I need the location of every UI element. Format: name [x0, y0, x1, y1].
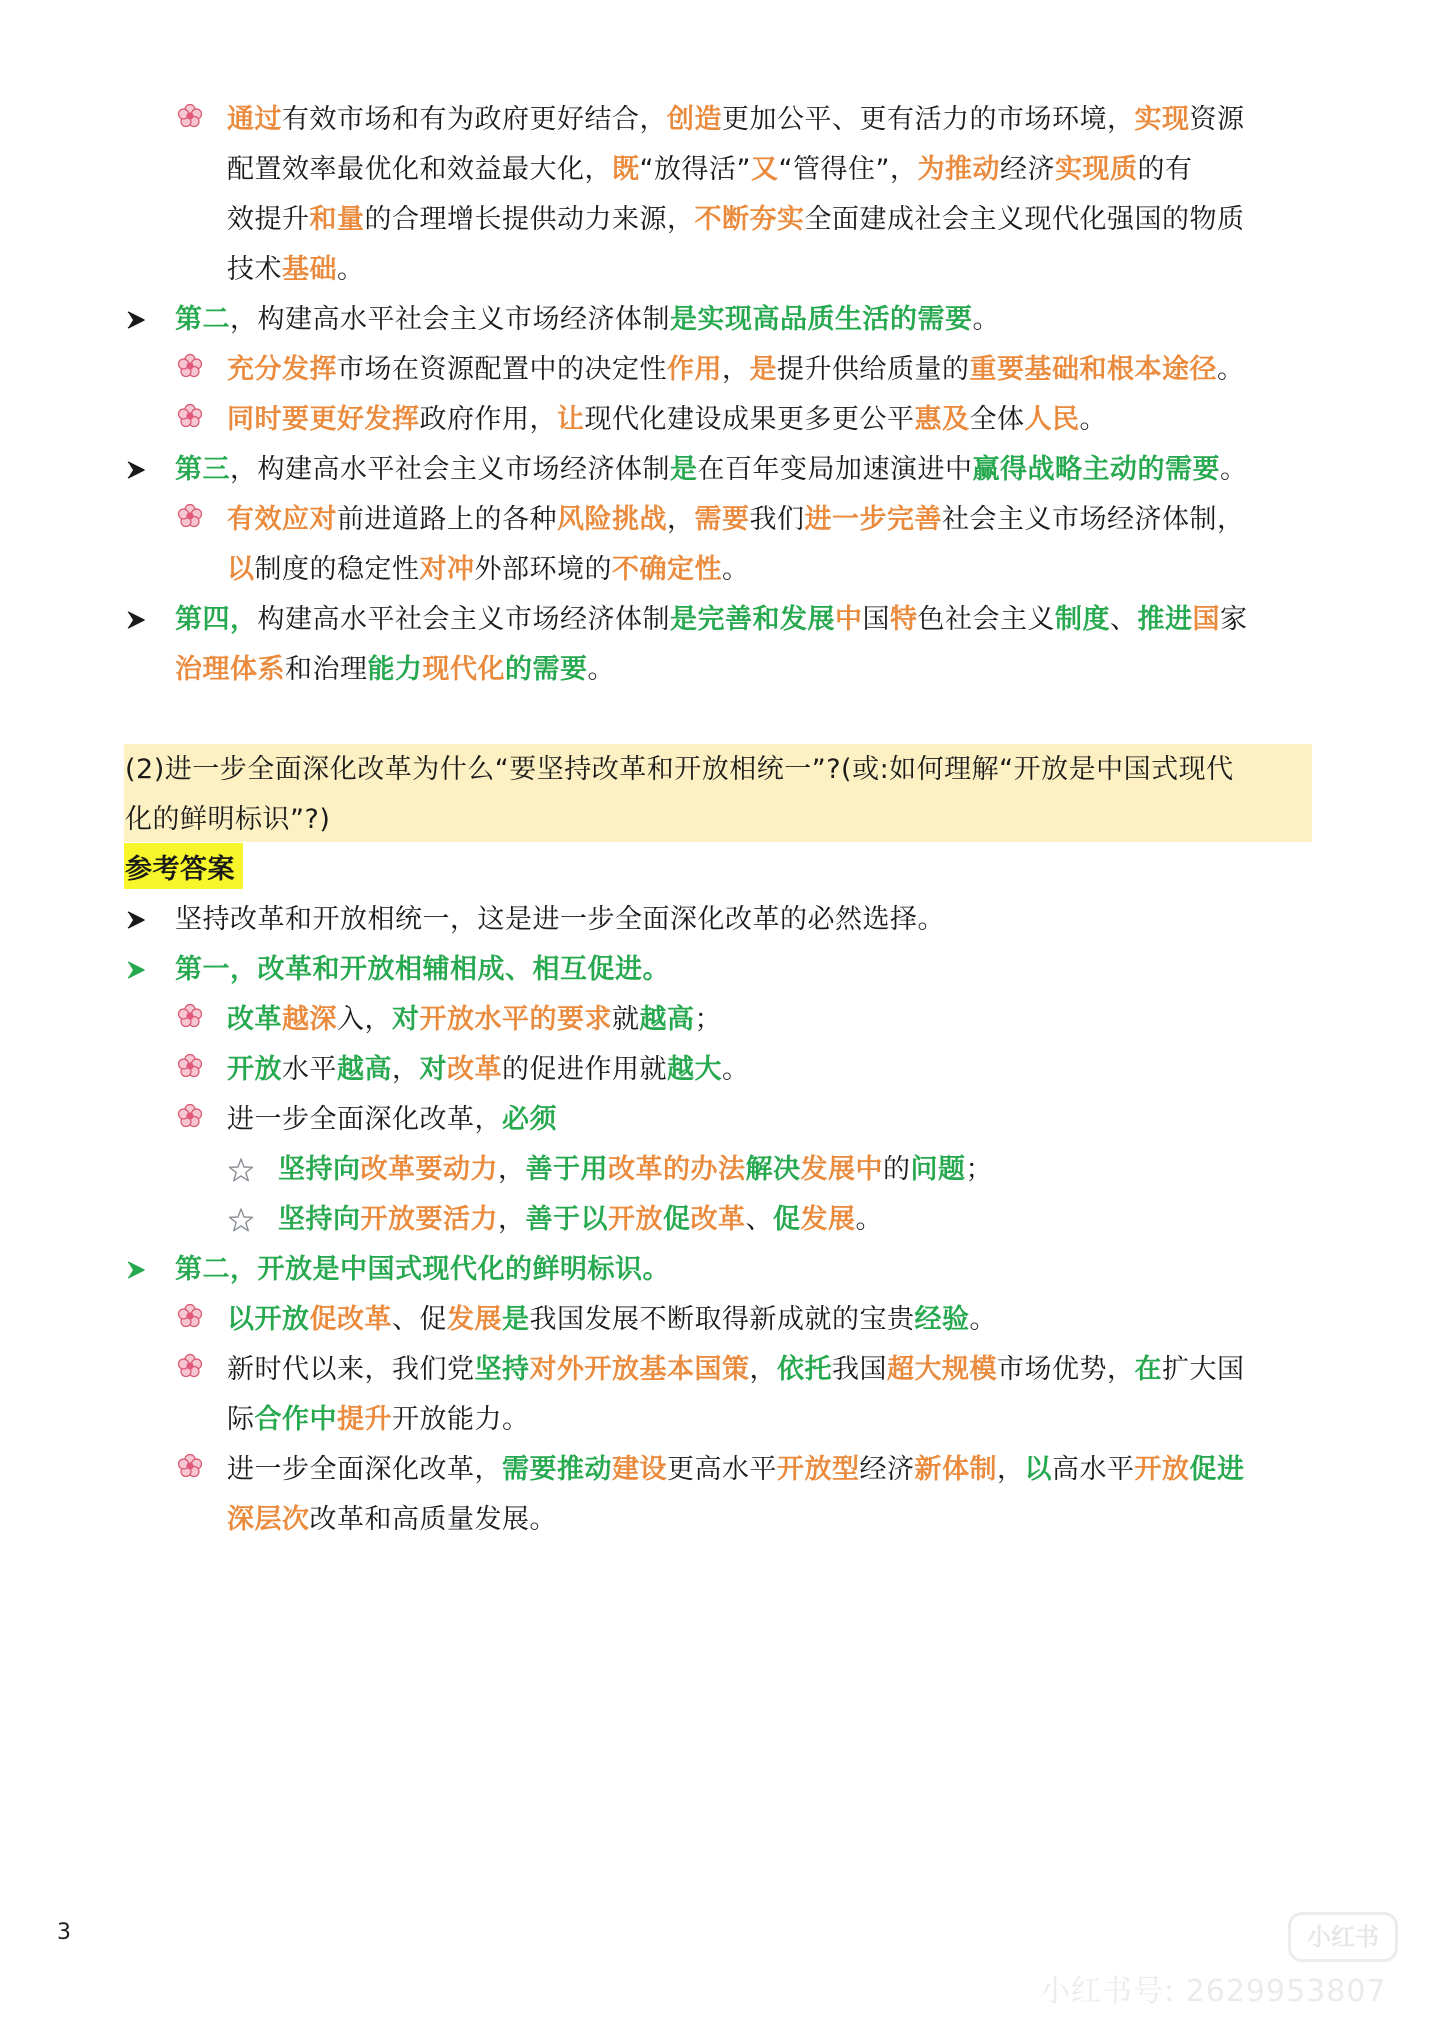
- text-segment: 水平: [282, 1054, 337, 1085]
- text-line: [227, 395, 1107, 445]
- text-segment: 现代化: [422, 654, 505, 685]
- text-line: [175, 945, 670, 995]
- text-segment: 制度的稳定性: [254, 554, 420, 585]
- text-segment: 经济: [859, 1454, 915, 1485]
- flower-bullet-icon: [177, 1303, 203, 1329]
- text-line: [227, 1345, 1245, 1395]
- text-segment: 色社会主义: [917, 604, 1055, 635]
- text-segment: 进一步全面深化改革，: [227, 1104, 502, 1135]
- text-segment: 是完善和发展: [670, 604, 835, 635]
- text-segment: 参考答案: [125, 854, 235, 885]
- text-segment: ，: [749, 1354, 777, 1385]
- text-segment: 际: [227, 1404, 255, 1435]
- text-segment: 进一步完善: [804, 504, 942, 535]
- text-segment: 。: [1079, 404, 1107, 435]
- text-segment: 开放: [1134, 1454, 1190, 1485]
- text-segment: 基础: [282, 254, 337, 285]
- text-segment: 更高水平: [667, 1454, 777, 1485]
- text-segment: “放得活”: [639, 154, 751, 185]
- text-segment: 发展: [800, 1204, 856, 1235]
- text-segment: 的需要: [505, 654, 588, 685]
- text-segment: ，: [498, 1154, 526, 1185]
- text-segment: 技术: [227, 254, 282, 285]
- text-segment: 经验: [914, 1304, 970, 1335]
- text-line: [125, 795, 330, 845]
- text-segment: 。: [722, 1054, 750, 1085]
- text-segment: 前进道路上的各种: [337, 504, 557, 535]
- text-segment: 进一步全面深化改革，: [227, 1454, 502, 1485]
- text-segment: 高水平: [1052, 1454, 1135, 1485]
- text-segment: ，: [722, 354, 750, 385]
- text-segment: 配置效率最优化和效益最大化，: [227, 154, 612, 185]
- text-segment: 赢得战略主动的需要: [972, 454, 1220, 485]
- text-segment: 越深: [282, 1004, 337, 1035]
- text-segment: 坚持: [474, 1354, 530, 1385]
- text-line: [227, 1045, 750, 1095]
- text-segment: 第三: [175, 454, 230, 485]
- text-segment: 的合理增长提供动力来源，: [364, 204, 695, 235]
- text-segment: 提升: [337, 1404, 392, 1435]
- text-segment: 是: [670, 454, 698, 485]
- text-segment: 为推动: [917, 154, 1000, 185]
- text-segment: 不确定性: [612, 554, 722, 585]
- text-segment: 合作中: [254, 1404, 337, 1435]
- text-segment: 又: [750, 154, 779, 185]
- text-segment: 越高: [337, 1054, 392, 1085]
- text-segment: 推进: [1137, 604, 1193, 635]
- text-segment: 人民: [1024, 404, 1080, 435]
- text-segment: 外部环境的: [474, 554, 612, 585]
- text-segment: 对: [419, 1054, 447, 1085]
- text-segment: 就: [612, 1004, 640, 1035]
- text-segment: 的有: [1137, 154, 1193, 185]
- text-segment: 的促进作用就: [502, 1054, 667, 1085]
- text-segment: 对: [392, 1004, 420, 1035]
- text-segment: 。: [1220, 454, 1248, 485]
- text-segment: 的: [883, 1154, 911, 1185]
- arrow-bullet-icon: [125, 909, 147, 931]
- page-number: 3: [57, 1920, 71, 1945]
- text-segment: 经济: [999, 154, 1055, 185]
- text-segment: 促进: [1189, 1454, 1245, 1485]
- text-segment: 深层次: [227, 1504, 310, 1535]
- arrow-bullet-icon: [125, 1259, 147, 1281]
- text-segment: 善于以: [525, 1204, 608, 1235]
- text-segment: 促改革: [309, 1304, 392, 1335]
- text-line: [227, 1095, 557, 1145]
- text-segment: 更加公平、更有活力的市场环境，: [722, 104, 1135, 135]
- arrow-bullet-icon: [125, 959, 147, 981]
- text-segment: 现代化建设成果更多更公平: [584, 404, 915, 435]
- text-segment: 化的鲜明标识”?): [125, 804, 331, 835]
- text-segment: 以: [1024, 1454, 1052, 1485]
- text-segment: 新体制: [914, 1454, 997, 1485]
- text-segment: ，: [997, 1454, 1025, 1485]
- text-segment: 需要推动: [502, 1454, 612, 1485]
- text-segment: 改革要动力: [360, 1154, 498, 1185]
- text-segment: 提升供给质量的: [777, 354, 970, 385]
- arrow-bullet-icon: [125, 309, 147, 331]
- text-segment: 。: [1217, 354, 1245, 385]
- text-segment: 有效应对: [227, 504, 337, 535]
- text-segment: ；: [694, 1004, 722, 1035]
- text-segment: ，: [392, 1054, 420, 1085]
- text-segment: 以: [227, 554, 255, 585]
- text-segment: 超大规模: [887, 1354, 997, 1385]
- text-segment: 是实现高品质生活的需要: [670, 304, 973, 335]
- text-segment: 国: [862, 604, 890, 635]
- text-segment: 扩大国: [1162, 1354, 1245, 1385]
- watermark-logo: 小红书: [1288, 1912, 1398, 1962]
- text-segment: 能力: [367, 654, 423, 685]
- text-segment: 开放型: [777, 1454, 860, 1485]
- text-segment: 家: [1220, 604, 1248, 635]
- text-segment: 、: [1110, 604, 1138, 635]
- text-segment: 我国: [832, 1354, 887, 1385]
- text-segment: 发展中: [800, 1154, 883, 1185]
- text-segment: 实现: [1134, 104, 1190, 135]
- text-segment: 风险挑战: [557, 504, 667, 535]
- arrow-bullet-icon: [125, 459, 147, 481]
- text-line: [227, 195, 1245, 245]
- text-segment: 不断夯实: [694, 204, 805, 235]
- text-line: [175, 1245, 670, 1295]
- text-line: [227, 1445, 1245, 1495]
- text-segment: 开放: [608, 1204, 663, 1235]
- text-line: [175, 645, 615, 695]
- text-segment: 坚持向: [278, 1204, 361, 1235]
- text-segment: 第一，改革和开放相辅相成、相互促进。: [175, 954, 670, 985]
- text-segment: 开放能力。: [392, 1404, 530, 1435]
- star-bullet-icon: [228, 1157, 254, 1183]
- text-segment: 资源: [1189, 104, 1245, 135]
- text-line: [125, 845, 235, 895]
- text-line: [227, 245, 365, 295]
- text-segment: 全面建成社会主义现代化强国的物质: [804, 204, 1245, 235]
- text-segment: 中: [835, 604, 863, 635]
- text-segment: 是: [502, 1304, 530, 1335]
- text-segment: 、: [745, 1204, 773, 1235]
- text-segment: 、促: [392, 1304, 447, 1335]
- flower-bullet-icon: [177, 503, 203, 529]
- text-segment: 需要: [694, 504, 750, 535]
- text-segment: 惠及: [914, 404, 970, 435]
- text-line: [227, 145, 1192, 195]
- text-line: [175, 595, 1248, 645]
- text-segment: ，构建高水平社会主义市场经济体制: [230, 454, 670, 485]
- arrow-bullet-icon: [125, 609, 147, 631]
- text-segment: 。: [855, 1204, 883, 1235]
- text-segment: 改革和高质量发展。: [309, 1504, 557, 1535]
- text-line: [125, 745, 1234, 795]
- text-line: [227, 495, 1245, 545]
- text-segment: 入，: [337, 1004, 392, 1035]
- text-segment: 越大: [667, 1054, 722, 1085]
- text-segment: 第二，开放是中国式现代化的鲜明标识。: [175, 1254, 670, 1285]
- text-segment: 发展: [447, 1304, 502, 1335]
- text-segment: 善于用: [525, 1154, 608, 1185]
- text-segment: 在: [1134, 1354, 1162, 1385]
- text-segment: “管得住”，: [778, 154, 918, 185]
- flower-bullet-icon: [177, 403, 203, 429]
- text-segment: 既: [612, 154, 640, 185]
- text-segment: 。: [972, 304, 1000, 335]
- flower-bullet-icon: [177, 1003, 203, 1029]
- text-segment: 促: [773, 1204, 801, 1235]
- text-segment: 开放: [227, 1054, 282, 1085]
- text-line: [227, 995, 722, 1045]
- text-segment: 治理体系: [175, 654, 285, 685]
- text-segment: 在百年变局加速演进中: [697, 454, 973, 485]
- text-segment: 第二: [175, 304, 230, 335]
- text-segment: 和量: [309, 204, 365, 235]
- text-line: [227, 1295, 997, 1345]
- flower-bullet-icon: [177, 1453, 203, 1479]
- watermark-id: 小红书号: 2629953807: [1040, 1974, 1387, 2009]
- text-segment: 同时要更好发挥: [227, 404, 420, 435]
- text-segment: ，: [667, 504, 695, 535]
- text-segment: 改革的办法: [608, 1154, 746, 1185]
- text-line: [175, 895, 945, 945]
- text-segment: 。: [587, 654, 615, 685]
- text-segment: ；: [965, 1154, 993, 1185]
- flower-bullet-icon: [177, 1053, 203, 1079]
- text-segment: 必须: [502, 1104, 557, 1135]
- text-segment: 。: [722, 554, 750, 585]
- text-segment: 。: [337, 254, 365, 285]
- text-line: [227, 95, 1245, 145]
- flower-bullet-icon: [177, 103, 203, 129]
- text-segment: 开放要活力: [360, 1204, 498, 1235]
- text-segment: 改革: [447, 1054, 502, 1085]
- text-segment: 开放水平的要求: [419, 1004, 612, 1035]
- text-segment: 改革: [227, 1004, 282, 1035]
- text-segment: 市场优势，: [997, 1354, 1135, 1385]
- text-segment: 实现质: [1054, 154, 1138, 185]
- text-segment: 市场在资源配置中的决定性: [337, 354, 667, 385]
- text-segment: (2)进一步全面深化改革为什么“要坚持改革和开放相统一”?(或:如何理解“开放是中国式现代: [125, 754, 1234, 785]
- text-segment: 制度: [1055, 604, 1110, 635]
- text-segment: 坚持改革和开放相统一，这是进一步全面深化改革的必然选择。: [175, 904, 945, 935]
- text-segment: 新时代以来，我们党: [227, 1354, 475, 1385]
- text-segment: 特: [890, 604, 918, 635]
- text-segment: ，构建高水平社会主义市场经济体制: [230, 304, 670, 335]
- text-segment: 我们: [749, 504, 805, 535]
- text-segment: 是: [749, 354, 777, 385]
- text-segment: 构建高水平社会主义市场经济体制: [257, 604, 670, 635]
- text-segment: 越高: [639, 1004, 695, 1035]
- text-segment: 建设: [612, 1454, 667, 1485]
- star-bullet-icon: [228, 1207, 254, 1233]
- text-segment: 以开放: [227, 1304, 310, 1335]
- text-segment: 第四，: [175, 604, 258, 635]
- text-line: [227, 1495, 557, 1545]
- text-segment: 我国发展不断取得新成就的宝贵: [529, 1304, 915, 1335]
- text-segment: 全体: [969, 404, 1025, 435]
- text-segment: 通过: [227, 104, 282, 135]
- text-line: [175, 445, 1248, 495]
- text-line: [278, 1195, 883, 1245]
- text-segment: 重要基础和根本途径: [969, 354, 1217, 385]
- text-segment: 解决: [745, 1154, 801, 1185]
- text-segment: 坚持向: [278, 1154, 361, 1185]
- text-segment: 对冲: [419, 554, 475, 585]
- flower-bullet-icon: [177, 353, 203, 379]
- text-segment: 和治理: [285, 654, 368, 685]
- text-segment: 国: [1192, 604, 1220, 635]
- text-segment: 改革: [690, 1204, 746, 1235]
- text-line: [278, 1145, 993, 1195]
- text-segment: 充分发挥: [227, 354, 337, 385]
- text-segment: 让: [557, 404, 585, 435]
- text-segment: 问题: [910, 1154, 966, 1185]
- flower-bullet-icon: [177, 1353, 203, 1379]
- text-segment: 。: [969, 1304, 997, 1335]
- text-line: [175, 295, 1000, 345]
- text-line: [227, 545, 750, 595]
- text-segment: ，: [498, 1204, 526, 1235]
- text-line: [227, 1395, 530, 1445]
- text-segment: 效提升: [227, 204, 310, 235]
- text-segment: 创造: [667, 104, 722, 135]
- text-line: [227, 345, 1245, 395]
- text-segment: 促: [663, 1204, 691, 1235]
- text-segment: 有效市场和有为政府更好结合，: [282, 104, 667, 135]
- text-segment: 作用: [667, 354, 722, 385]
- text-segment: 政府作用，: [419, 404, 557, 435]
- flower-bullet-icon: [177, 1103, 203, 1129]
- text-segment: 依托: [777, 1354, 832, 1385]
- text-segment: 社会主义市场经济体制，: [942, 504, 1245, 535]
- text-segment: 对外开放基本国策: [529, 1354, 750, 1385]
